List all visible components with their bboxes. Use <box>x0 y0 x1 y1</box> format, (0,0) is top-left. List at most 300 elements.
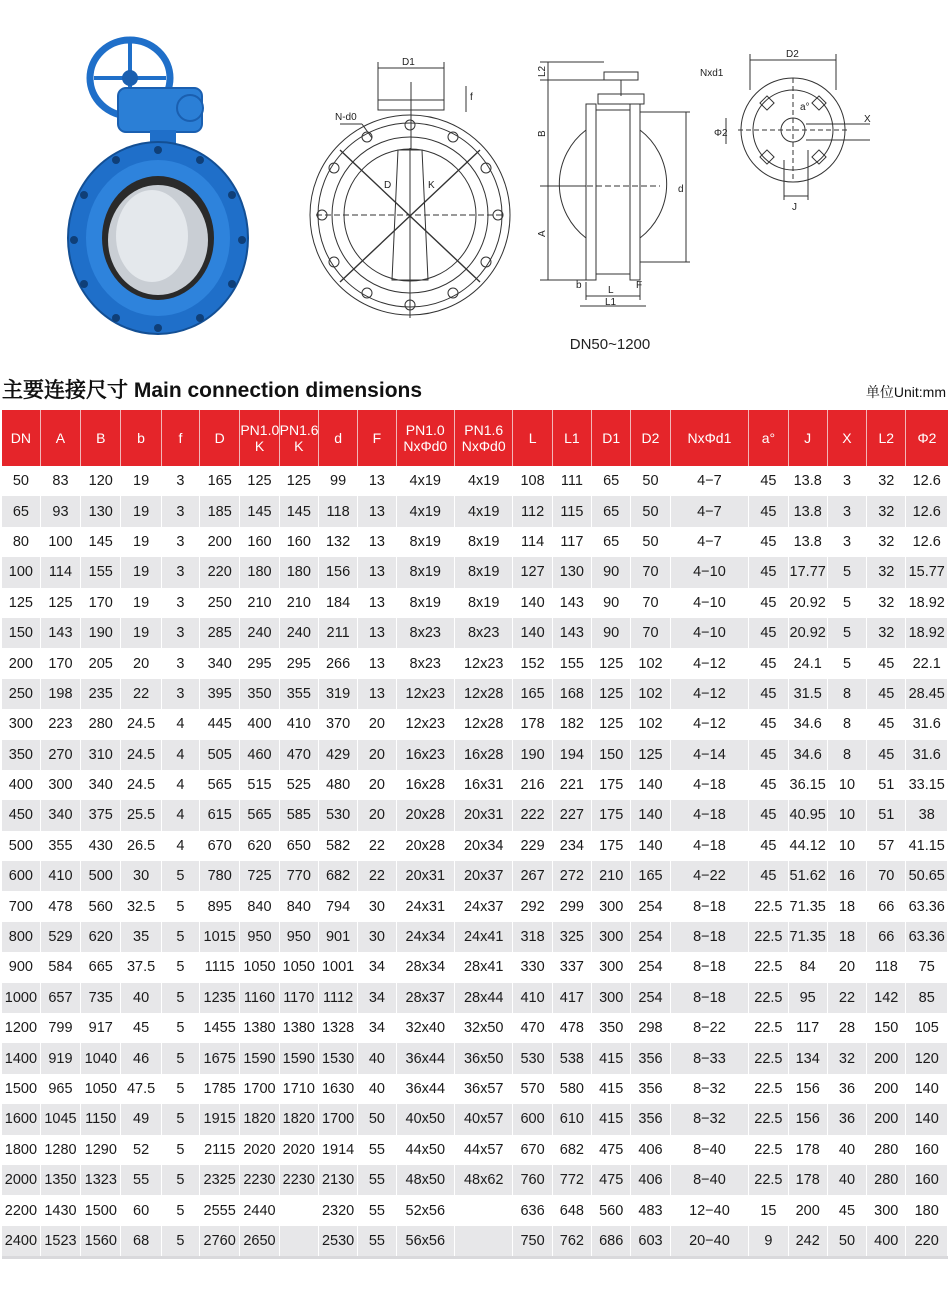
table-cell: 2440 <box>240 1195 279 1225</box>
table-cell: 49 <box>121 1104 161 1134</box>
table-cell: 45 <box>749 648 788 678</box>
table-cell: 20 <box>827 952 866 982</box>
table-cell: 32 <box>867 527 906 557</box>
table-cell: 50 <box>358 1104 396 1134</box>
table-cell: 8−18 <box>670 891 749 921</box>
table-cell: 211 <box>318 618 357 648</box>
table-cell: 19 <box>121 618 161 648</box>
table-cell: 285 <box>200 618 240 648</box>
table-cell: 686 <box>592 1226 631 1258</box>
table-cell: 18.92 <box>906 588 948 618</box>
table-cell: 65 <box>592 496 631 526</box>
table-cell: 143 <box>552 588 591 618</box>
table-cell: 71.35 <box>788 922 827 952</box>
table-cell: 1560 <box>81 1226 121 1258</box>
table-cell: 410 <box>513 983 552 1013</box>
table-cell: 13 <box>358 588 396 618</box>
table-cell: 310 <box>81 740 121 770</box>
table-cell: 5 <box>161 922 199 952</box>
table-cell: 32 <box>827 1043 866 1073</box>
table-cell: 45 <box>121 1013 161 1043</box>
table-cell: 180 <box>240 557 279 587</box>
column-header-label: Φ2 <box>917 430 937 446</box>
table-cell: 5 <box>161 1013 199 1043</box>
table-cell: 152 <box>513 648 552 678</box>
table-cell: 45 <box>749 679 788 709</box>
table-cell: 40 <box>827 1135 866 1165</box>
table-cell: 298 <box>631 1013 670 1043</box>
table-cell: 70 <box>631 557 670 587</box>
table-cell: 2320 <box>318 1195 357 1225</box>
table-row <box>2 709 948 739</box>
table-cell: 10 <box>827 800 866 830</box>
table-cell: 36x50 <box>454 1043 512 1073</box>
table-cell: 31.6 <box>906 740 948 770</box>
table-cell: 145 <box>240 496 279 526</box>
table-cell: 500 <box>2 831 40 861</box>
table-cell: 125 <box>2 588 40 618</box>
table-cell: 45 <box>749 861 788 891</box>
table-cell: 234 <box>552 831 591 861</box>
table-cell: 1050 <box>81 1074 121 1104</box>
table-cell: 184 <box>318 588 357 618</box>
table-cell: 1455 <box>200 1013 240 1043</box>
table-row <box>2 1013 948 1043</box>
table-row <box>2 1165 948 1195</box>
table-cell: 95 <box>788 983 827 1013</box>
table-cell: 600 <box>513 1104 552 1134</box>
table-cell: 52x56 <box>396 1195 454 1225</box>
table-row <box>2 557 948 587</box>
column-header <box>906 410 948 466</box>
table-row <box>2 618 948 648</box>
table-cell: 71.35 <box>788 891 827 921</box>
table-cell: 45 <box>749 709 788 739</box>
table-cell: 280 <box>81 709 121 739</box>
table-cell: 120 <box>906 1043 948 1073</box>
table-cell: 350 <box>240 679 279 709</box>
table-cell: 13.8 <box>788 527 827 557</box>
table-row <box>2 496 948 526</box>
table-cell: 1530 <box>318 1043 357 1073</box>
table-cell: 4−7 <box>670 496 749 526</box>
table-cell: 5 <box>827 557 866 587</box>
column-header-label: PN1.6 <box>464 422 504 438</box>
table-cell: 4 <box>161 709 199 739</box>
table-cell: 45 <box>867 740 906 770</box>
table-cell: 125 <box>240 466 279 496</box>
table-cell: 4−7 <box>670 527 749 557</box>
table-cell: 102 <box>631 709 670 739</box>
table-cell: 13 <box>358 557 396 587</box>
table-cell: 160 <box>279 527 318 557</box>
table-cell: 22 <box>121 679 161 709</box>
table-cell: 4x19 <box>396 496 454 526</box>
table-cell: 12x28 <box>454 679 512 709</box>
table-cell: 34 <box>358 983 396 1013</box>
table-cell: 5 <box>827 588 866 618</box>
table-cell: 13 <box>358 466 396 496</box>
table-cell: 70 <box>631 618 670 648</box>
table-cell: 16x28 <box>454 740 512 770</box>
table-cell: 60 <box>121 1195 161 1225</box>
table-cell: 22.5 <box>749 1074 788 1104</box>
table-cell: 194 <box>552 740 591 770</box>
table-cell: 4−7 <box>670 466 749 496</box>
table-cell: 90 <box>592 557 631 587</box>
table-row <box>2 1043 948 1073</box>
table-cell: 45 <box>749 831 788 861</box>
table-cell: 460 <box>240 740 279 770</box>
table-cell: 2130 <box>318 1165 357 1195</box>
table-cell: 56x56 <box>396 1226 454 1258</box>
table-cell: 18 <box>827 891 866 921</box>
table-cell: 8−32 <box>670 1074 749 1104</box>
table-cell: 125 <box>40 588 80 618</box>
table-cell: 44x57 <box>454 1135 512 1165</box>
table-cell: 118 <box>318 496 357 526</box>
table-cell: 280 <box>867 1165 906 1195</box>
table-cell: 229 <box>513 831 552 861</box>
column-header <box>279 410 318 466</box>
column-header <box>240 410 279 466</box>
table-row <box>2 1135 948 1165</box>
table-cell: 4−10 <box>670 588 749 618</box>
table-cell: 1700 <box>240 1074 279 1104</box>
table-row <box>2 922 948 952</box>
label-d2: D2 <box>786 49 799 60</box>
label-l2: L2 <box>537 65 548 77</box>
table-cell: 200 <box>2 648 40 678</box>
table-cell: 9 <box>749 1226 788 1258</box>
label-j: J <box>792 202 797 213</box>
table-cell: 417 <box>552 983 591 1013</box>
table-cell: 5 <box>161 1074 199 1104</box>
table-cell: 45 <box>749 740 788 770</box>
table-cell: 400 <box>240 709 279 739</box>
table-cell: 32 <box>867 618 906 648</box>
table-cell: 170 <box>40 648 80 678</box>
table-cell: 8 <box>827 709 866 739</box>
table-cell: 1914 <box>318 1135 357 1165</box>
table-cell: 34 <box>358 952 396 982</box>
table-cell: 50 <box>631 496 670 526</box>
table-cell: 19 <box>121 588 161 618</box>
table-cell: 48x50 <box>396 1165 454 1195</box>
table-cell: 665 <box>81 952 121 982</box>
table-cell: 450 <box>2 800 40 830</box>
table-cell: 300 <box>867 1195 906 1225</box>
column-header <box>670 410 749 466</box>
table-cell: 22.5 <box>749 1043 788 1073</box>
table-cell: 170 <box>81 588 121 618</box>
table-cell: 330 <box>513 952 552 982</box>
table-cell: 32x40 <box>396 1013 454 1043</box>
table-row <box>2 891 948 921</box>
front-view-drawing <box>310 62 510 318</box>
table-cell: 25.5 <box>121 800 161 830</box>
column-header-label: a° <box>761 430 776 446</box>
column-header-label: D2 <box>641 430 660 446</box>
table-cell: 2000 <box>2 1165 40 1195</box>
table-cell: 45 <box>749 527 788 557</box>
dimensions-table <box>2 410 948 1259</box>
table-cell: 350 <box>592 1013 631 1043</box>
table-cell: 175 <box>592 770 631 800</box>
table-cell: 470 <box>279 740 318 770</box>
table-cell: 295 <box>240 648 279 678</box>
table-cell: 2115 <box>200 1135 240 1165</box>
table-cell: 1600 <box>2 1104 40 1134</box>
valve-photo <box>68 40 248 334</box>
table-cell: 1001 <box>318 952 357 982</box>
table-cell: 40 <box>121 983 161 1013</box>
table-cell: 24.5 <box>121 709 161 739</box>
table-cell: 205 <box>81 648 121 678</box>
table-cell: 750 <box>513 1226 552 1258</box>
table-cell: 4−10 <box>670 557 749 587</box>
table-cell: 33.15 <box>906 770 948 800</box>
table-cell: 19 <box>121 466 161 496</box>
table-cell: 319 <box>318 679 357 709</box>
table-cell: 22.5 <box>749 1165 788 1195</box>
table-row <box>2 527 948 557</box>
table-cell: 5 <box>161 1226 199 1258</box>
table-cell: 8−18 <box>670 983 749 1013</box>
table-cell: 85 <box>906 983 948 1013</box>
label-big-f: F <box>636 280 643 291</box>
drawing-caption: DN50~1200 <box>569 336 651 353</box>
table-cell: 648 <box>552 1195 591 1225</box>
table-cell: 400 <box>2 770 40 800</box>
table-cell: 300 <box>592 891 631 921</box>
table-cell: 32 <box>867 496 906 526</box>
table-cell: 155 <box>552 648 591 678</box>
table-cell: 300 <box>592 952 631 982</box>
label-nxd1: Nxd1 <box>700 68 724 79</box>
table-cell: 45 <box>749 770 788 800</box>
table-cell: 4 <box>161 740 199 770</box>
table-cell: 478 <box>40 891 80 921</box>
table-cell: 1200 <box>2 1013 40 1043</box>
table-cell: 8−40 <box>670 1165 749 1195</box>
table-cell: 4 <box>161 770 199 800</box>
table-cell: 31.6 <box>906 709 948 739</box>
table-cell: 165 <box>631 861 670 891</box>
table-cell: 15.77 <box>906 557 948 587</box>
table-row <box>2 770 948 800</box>
table-cell: 1380 <box>240 1013 279 1043</box>
table-cell: 250 <box>2 679 40 709</box>
table-cell: 560 <box>81 891 121 921</box>
table-row <box>2 466 948 496</box>
table-cell: 45 <box>749 588 788 618</box>
table-cell: 8x23 <box>396 618 454 648</box>
table-cell: 210 <box>279 588 318 618</box>
table-cell: 50 <box>631 466 670 496</box>
label-small-d: d <box>678 184 684 195</box>
table-cell: 102 <box>631 648 670 678</box>
table-cell: 1500 <box>2 1074 40 1104</box>
table-cell: 1915 <box>200 1104 240 1134</box>
table-cell: 2530 <box>318 1226 357 1258</box>
table-cell: 100 <box>2 557 40 587</box>
table-cell: 895 <box>200 891 240 921</box>
table-cell: 20.92 <box>788 618 827 648</box>
table-cell: 112 <box>513 496 552 526</box>
table-cell: 483 <box>631 1195 670 1225</box>
table-cell: 5 <box>161 1165 199 1195</box>
column-header <box>592 410 631 466</box>
table-row <box>2 1074 948 1104</box>
table-cell: 12.6 <box>906 496 948 526</box>
table-cell: 254 <box>631 922 670 952</box>
column-header <box>318 410 357 466</box>
table-cell: 40x57 <box>454 1104 512 1134</box>
table-cell: 102 <box>631 679 670 709</box>
table-cell: 530 <box>318 800 357 830</box>
table-cell: 1170 <box>279 983 318 1013</box>
table-cell: 254 <box>631 952 670 982</box>
table-cell: 178 <box>788 1165 827 1195</box>
table-header <box>2 410 948 466</box>
table-cell: 780 <box>200 861 240 891</box>
table-cell: 799 <box>40 1013 80 1043</box>
table-cell: 66 <box>867 922 906 952</box>
table-cell: 19 <box>121 527 161 557</box>
table-cell: 114 <box>513 527 552 557</box>
table-cell: 22 <box>358 861 396 891</box>
table-cell: 560 <box>592 1195 631 1225</box>
column-header-label: K <box>254 438 265 454</box>
table-cell: 300 <box>40 770 80 800</box>
table-cell: 340 <box>200 648 240 678</box>
table-cell: 3 <box>161 557 199 587</box>
table-cell <box>279 1195 318 1225</box>
table-cell: 475 <box>592 1135 631 1165</box>
table-cell: 2020 <box>279 1135 318 1165</box>
table-cell: 505 <box>200 740 240 770</box>
table-cell: 45 <box>749 557 788 587</box>
table-cell: 55 <box>358 1165 396 1195</box>
table-cell: 51 <box>867 800 906 830</box>
table-cell: 20x28 <box>396 800 454 830</box>
column-header-label: D1 <box>602 430 621 446</box>
table-cell: 32 <box>867 588 906 618</box>
label-phi2: Φ2 <box>714 128 728 139</box>
table-cell: 160 <box>906 1165 948 1195</box>
table-cell: 1820 <box>240 1104 279 1134</box>
table-cell: 370 <box>318 709 357 739</box>
table-cell: 410 <box>40 861 80 891</box>
table-cell: 125 <box>631 740 670 770</box>
table-cell: 8−33 <box>670 1043 749 1073</box>
table-cell: 70 <box>631 588 670 618</box>
table-cell: 227 <box>552 800 591 830</box>
valve-drawings <box>0 0 950 365</box>
table-cell: 68 <box>121 1226 161 1258</box>
table-cell: 300 <box>2 709 40 739</box>
table-cell: 794 <box>318 891 357 921</box>
table-cell: 143 <box>552 618 591 648</box>
table-row <box>2 861 948 891</box>
table-cell: 41.15 <box>906 831 948 861</box>
column-header-label: B <box>96 430 106 446</box>
table-cell: 66 <box>867 891 906 921</box>
table-cell: 45 <box>867 648 906 678</box>
table-cell: 1500 <box>81 1195 121 1225</box>
table-cell: 760 <box>513 1165 552 1195</box>
table-cell: 4−12 <box>670 648 749 678</box>
table-cell: 529 <box>40 922 80 952</box>
table-cell: 10 <box>827 770 866 800</box>
table-cell: 735 <box>81 983 121 1013</box>
table-cell: 267 <box>513 861 552 891</box>
table-cell: 4−18 <box>670 770 749 800</box>
table-cell: 4 <box>161 800 199 830</box>
table-cell: 2400 <box>2 1226 40 1258</box>
column-header-label: NxΦd1 <box>687 430 732 446</box>
table-cell: 242 <box>788 1226 827 1258</box>
table-cell: 30 <box>358 891 396 921</box>
table-cell: 22.1 <box>906 648 948 678</box>
table-cell: 350 <box>2 740 40 770</box>
table-cell: 300 <box>592 922 631 952</box>
table-cell: 24x37 <box>454 891 512 921</box>
table-cell: 355 <box>279 679 318 709</box>
label-l1: L1 <box>605 297 617 308</box>
unit-label: 单位Unit:mm <box>865 384 946 400</box>
column-header <box>161 410 199 466</box>
table-cell: 8−40 <box>670 1135 749 1165</box>
table-cell: 700 <box>2 891 40 921</box>
table-cell: 178 <box>788 1135 827 1165</box>
table-cell: 180 <box>279 557 318 587</box>
table-row <box>2 648 948 678</box>
table-row <box>2 1226 948 1258</box>
table-cell: 20 <box>358 740 396 770</box>
table-cell: 4−12 <box>670 709 749 739</box>
table-cell: 1000 <box>2 983 40 1013</box>
table-cell: 415 <box>592 1074 631 1104</box>
table-cell: 20 <box>358 709 396 739</box>
table-cell: 34.6 <box>788 709 827 739</box>
table-cell: 375 <box>81 800 121 830</box>
table-cell: 28x44 <box>454 983 512 1013</box>
table-cell: 415 <box>592 1043 631 1073</box>
table-cell: 160 <box>240 527 279 557</box>
table-cell: 5 <box>161 1135 199 1165</box>
label-d1: D1 <box>402 57 415 68</box>
table-cell: 63.36 <box>906 891 948 921</box>
label-b: B <box>537 130 548 137</box>
label-l: L <box>608 285 614 296</box>
table-cell: 36x57 <box>454 1074 512 1104</box>
table-cell: 70 <box>867 861 906 891</box>
table-cell: 115 <box>552 496 591 526</box>
table-cell: 395 <box>200 679 240 709</box>
table-cell: 19 <box>121 557 161 587</box>
table-cell: 840 <box>279 891 318 921</box>
table-cell: 210 <box>240 588 279 618</box>
table-cell: 762 <box>552 1226 591 1258</box>
table-cell: 155 <box>81 557 121 587</box>
column-header-label: A <box>55 430 66 446</box>
table-cell: 318 <box>513 922 552 952</box>
table-cell: 8−18 <box>670 922 749 952</box>
table-cell: 40 <box>827 1165 866 1195</box>
table-cell: 5 <box>161 952 199 982</box>
